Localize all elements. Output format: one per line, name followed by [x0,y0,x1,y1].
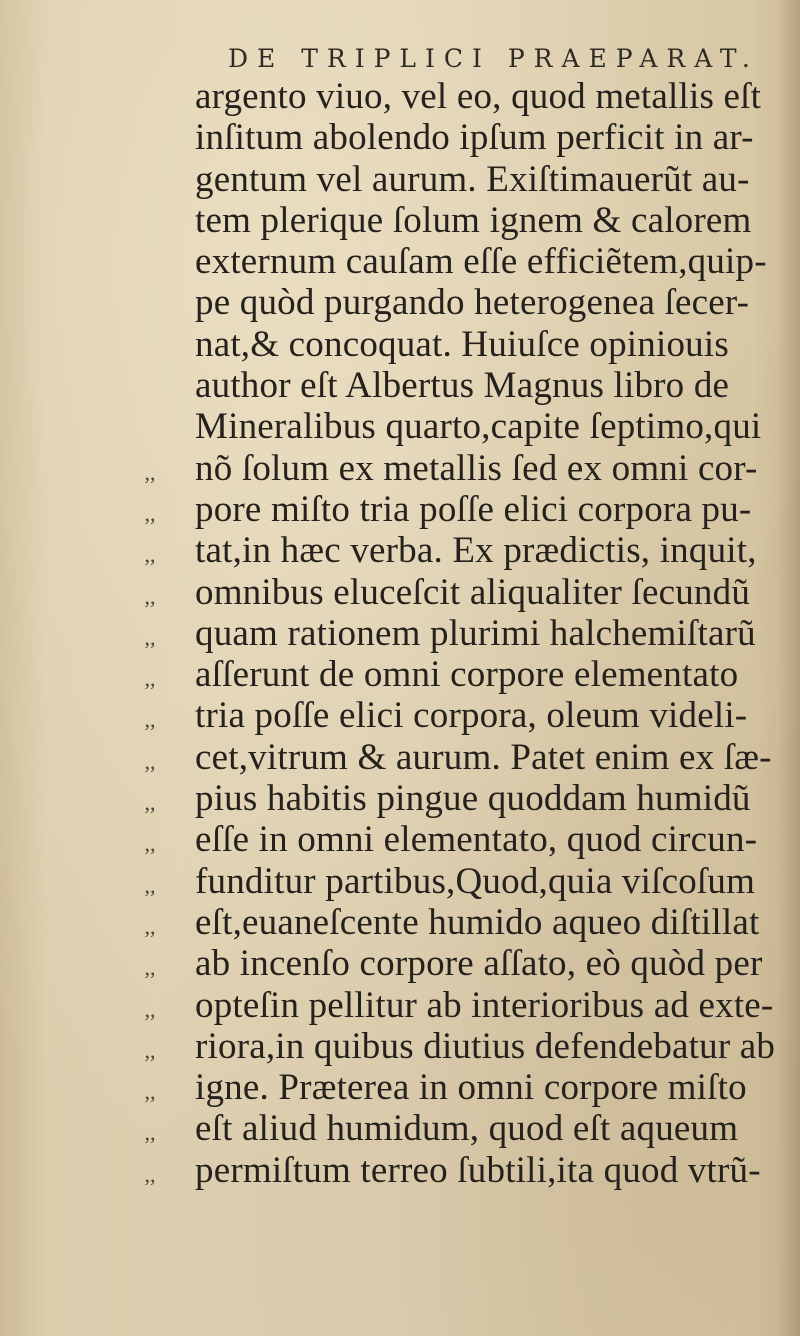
line-text: pius habitis pingue quoddam humidũ [195,778,751,820]
text-line [0,159,800,200]
text-line [0,695,800,736]
quote-mark: ,, [144,1079,156,1105]
quote-mark: ,, [144,955,156,981]
line-text: riora,in quibus diutius defendebatur ab [195,1025,776,1067]
line-text: inſitum abolendo ipſum perficit in ar- [195,117,754,159]
quote-mark: ,, [144,583,156,609]
quote-mark: ,, [144,1161,156,1187]
line-text: omnibus eluceſcit aliqualiter ſecundũ [195,571,751,613]
text-line [0,985,800,1026]
text-line [0,1150,800,1191]
running-head: DE TRIPLICI PRAEPARAT. [228,44,759,73]
quote-mark: ,, [144,624,156,650]
text-line [0,117,800,158]
line-text: cet,vitrum & aurum. Patet enim ex ſæ- [195,736,772,778]
text-line [0,1067,800,1108]
line-text: author eſt Albertus Magnus libro de [195,365,730,407]
quote-mark: ,, [144,996,156,1022]
text-line [0,365,800,406]
line-text: ab incenſo corpore aſſato, eò quòd per [195,943,763,985]
text-line [0,1108,800,1149]
line-text: tat,in hæc verba. Ex prædictis, inquit, [195,530,757,572]
text-line [0,737,800,778]
quote-mark: ,, [144,666,156,692]
quote-mark: ,, [144,459,156,485]
quote-mark: ,, [144,872,156,898]
quote-mark: ,, [144,500,156,526]
line-text: argento viuo, vel eo, quod metallis eſt [195,76,762,117]
text-line [0,902,800,943]
line-text: eſſe in omni elementato, quod circun- [195,819,758,861]
line-text: nõ ſolum ex metallis ſed ex omni cor- [195,447,758,489]
text-line [0,324,800,365]
text-line [0,613,800,654]
line-text: nat,& concoquat. Huiuſce opiniouis [195,323,729,365]
text-line [0,778,800,819]
line-text: pore miſto tria poſſe elici corpora pu- [195,488,752,530]
text-block [0,76,800,1191]
quote-mark: ,, [144,748,156,774]
quote-mark: ,, [144,1037,156,1063]
line-text: opteſin pellitur ab interioribus ad exte- [195,984,774,1026]
line-text: funditur partibus,Quod,quia viſcoſum [195,860,756,902]
line-text: tem plerique ſolum ignem & calorem [195,199,752,241]
quote-mark: ,, [144,790,156,816]
line-text: igne. Præterea in omni corpore miſto [195,1067,747,1109]
line-text: Mineralibus quarto,capite ſeptimo,qui [195,406,762,448]
line-text: aſſerunt de omni corpore elementato [195,654,739,696]
text-line [0,654,800,695]
text-line [0,241,800,282]
line-text: pe quòd purgando heterogenea ſecer- [195,282,750,324]
line-text: tria poſſe elici corpora, oleum videli- [195,695,748,737]
line-text: externum cauſam eſſe efficiẽtem,quip- [195,241,767,283]
text-line [0,76,800,117]
text-line [0,861,800,902]
quote-mark: ,, [144,707,156,733]
line-text: eſt aliud humidum, quod eſt aqueum [195,1108,739,1150]
text-line [0,530,800,571]
line-text: eſt,euaneſcente humido aqueo diſtillat [195,901,760,943]
quote-mark: ,, [144,831,156,857]
text-line [0,489,800,530]
text-line [0,572,800,613]
quote-mark: ,, [144,913,156,939]
text-line [0,448,800,489]
text-line [0,819,800,860]
text-line [0,282,800,323]
line-text: gentum vel aurum. Exiſtimauerũt au- [195,158,750,200]
text-line [0,943,800,984]
text-line [0,406,800,447]
quote-mark: ,, [144,542,156,568]
text-line [0,200,800,241]
text-line [0,1026,800,1067]
quote-mark: ,, [144,1120,156,1146]
line-text: quam rationem plurimi halchemiſtarũ [195,612,756,654]
line-text: permiſtum terreo ſubtili,ita quod vtrũ- [195,1149,761,1191]
